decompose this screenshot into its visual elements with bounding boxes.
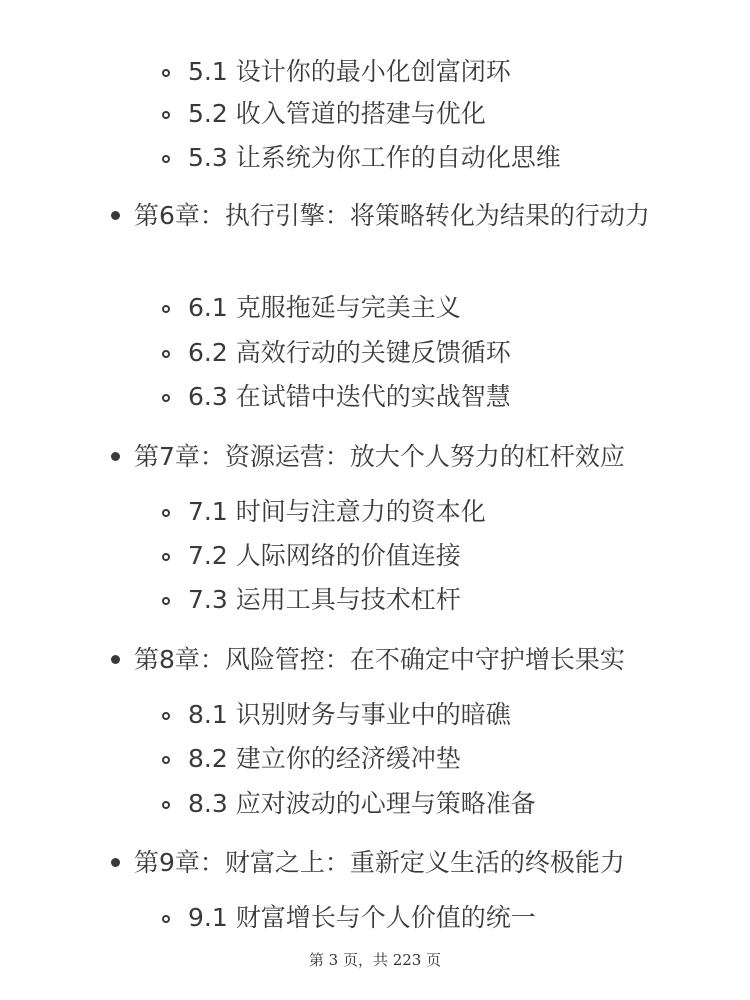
toc-subsection: 8.3 应对波动的心理与策略准备	[188, 789, 536, 818]
hollow-bullet-icon	[162, 155, 170, 163]
toc-subsection: 8.2 建立你的经济缓冲垫	[188, 744, 461, 773]
page-number-footer: 第 3 页，共 223 页	[308, 951, 442, 969]
toc-subsection: 6.2 高效行动的关键反馈循环	[188, 338, 511, 367]
toc-subsection: 7.3 运用工具与技术杠杆	[188, 585, 461, 614]
hollow-bullet-icon	[162, 350, 170, 358]
toc-subsection: 5.2 收入管道的搭建与优化	[188, 99, 486, 128]
toc-subsection: 5.1 设计你的最小化创富闭环	[188, 57, 511, 86]
hollow-bullet-icon	[162, 69, 170, 77]
toc-chapter: 第9章：财富之上：重新定义生活的终极能力	[134, 848, 625, 877]
toc-chapter: 第8章：风险管控：在不确定中守护增长果实	[134, 645, 625, 674]
hollow-bullet-icon	[162, 394, 170, 402]
toc-subsection: 9.1 财富增长与个人价值的统一	[188, 903, 536, 932]
hollow-bullet-icon	[162, 756, 170, 764]
toc-subsection: 8.1 识别财务与事业中的暗礁	[188, 700, 511, 729]
solid-bullet-icon	[111, 211, 120, 220]
hollow-bullet-icon	[162, 111, 170, 119]
toc-chapter: 第7章：资源运营：放大个人努力的杠杆效应	[134, 442, 625, 471]
toc-subsection: 7.2 人际网络的价值连接	[188, 541, 461, 570]
toc-subsection: 6.3 在试错中迭代的实战智慧	[188, 382, 511, 411]
hollow-bullet-icon	[162, 509, 170, 517]
hollow-bullet-icon	[162, 597, 170, 605]
hollow-bullet-icon	[162, 801, 170, 809]
solid-bullet-icon	[111, 655, 120, 664]
hollow-bullet-icon	[162, 915, 170, 923]
toc-subsection: 5.3 让系统为你工作的自动化思维	[188, 143, 561, 172]
solid-bullet-icon	[111, 452, 120, 461]
hollow-bullet-icon	[162, 305, 170, 313]
toc-subsection: 6.1 克服拖延与完美主义	[188, 293, 461, 322]
hollow-bullet-icon	[162, 712, 170, 720]
solid-bullet-icon	[111, 858, 120, 867]
toc-chapter: 第6章：执行引擎：将策略转化为结果的行动力	[134, 201, 650, 230]
hollow-bullet-icon	[162, 553, 170, 561]
toc-subsection: 7.1 时间与注意力的资本化	[188, 497, 486, 526]
